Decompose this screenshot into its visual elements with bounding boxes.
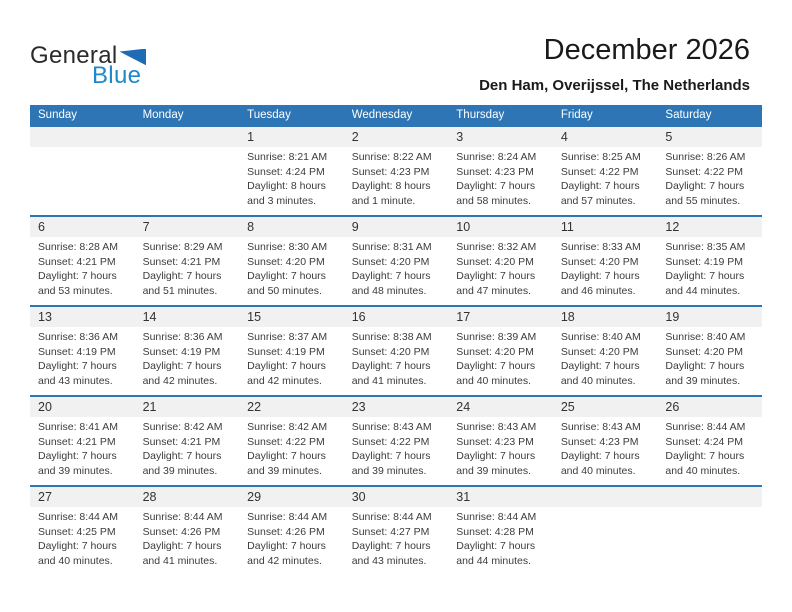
day-cell-empty [30, 127, 135, 215]
sunset-text: Sunset: 4:26 PM [247, 525, 325, 538]
logo-text-general: General [30, 42, 118, 69]
day-info [553, 327, 658, 388]
daylight-text-line1: Daylight: 7 hours [142, 540, 222, 552]
day-cell [448, 217, 553, 305]
day-number: 15 [239, 307, 344, 327]
weekday-header-wednesday: Wednesday [351, 109, 413, 121]
sunset-text: Sunset: 4:24 PM [665, 435, 744, 448]
day-info [30, 237, 135, 298]
day-info [135, 327, 240, 388]
sunrise-text: Sunrise: 8:43 AM [456, 421, 537, 433]
day-cell-empty [657, 487, 762, 575]
day-number: 20 [30, 397, 135, 417]
daylight-text-line1: Daylight: 7 hours [142, 450, 222, 462]
day-info [448, 237, 553, 298]
daylight-text-line2: and 39 minutes. [665, 374, 741, 387]
weekday-header-sunday: Sunday [38, 109, 78, 121]
sunset-text: Sunset: 4:20 PM [560, 255, 639, 268]
sunrise-text: Sunrise: 8:43 AM [351, 421, 432, 433]
sunset-text: Sunset: 4:26 PM [142, 525, 221, 538]
day-cell [553, 397, 658, 485]
sunset-text: Sunset: 4:23 PM [456, 435, 534, 448]
daylight-text-line1: Daylight: 7 hours [247, 270, 326, 282]
day-cell [239, 217, 344, 305]
sunrise-text: Sunrise: 8:24 AM [456, 151, 537, 163]
day-info [344, 237, 449, 298]
daylight-text-line1: Daylight: 7 hours [560, 180, 640, 192]
daylight-text-line2: and 39 minutes. [351, 464, 427, 477]
day-info [448, 147, 553, 208]
day-number: 18 [553, 307, 658, 327]
sunset-text: Sunset: 4:27 PM [351, 525, 430, 538]
sunset-text: Sunset: 4:20 PM [351, 345, 430, 358]
logo-text-blue: Blue [92, 62, 142, 89]
week-row [30, 125, 762, 215]
daylight-text-line1: Daylight: 7 hours [665, 450, 745, 462]
sunrise-text: Sunrise: 8:28 AM [38, 241, 118, 253]
daylight-text-line1: Daylight: 7 hours [665, 180, 745, 192]
day-info [553, 147, 658, 208]
daylight-text-line2: and 46 minutes. [560, 284, 636, 297]
calendar-table [30, 105, 762, 575]
day-info [448, 327, 553, 388]
daylight-text-line1: Daylight: 7 hours [38, 540, 117, 552]
day-info [657, 417, 762, 478]
sunrise-text: Sunrise: 8:22 AM [351, 151, 432, 163]
sunset-text: Sunset: 4:21 PM [142, 435, 221, 448]
daylight-text-line2: and 39 minutes. [142, 464, 218, 477]
day-cell [135, 307, 240, 395]
daylight-text-line2: and 44 minutes. [665, 284, 741, 297]
daylight-text-line2: and 40 minutes. [560, 374, 636, 387]
daylight-text-line1: Daylight: 7 hours [560, 270, 640, 282]
day-number: 29 [239, 487, 344, 507]
day-cell [30, 217, 135, 305]
sunset-text: Sunset: 4:19 PM [142, 345, 221, 358]
daylight-text-line2: and 40 minutes. [560, 464, 636, 477]
daylight-text-line2: and 50 minutes. [247, 284, 322, 297]
sunrise-text: Sunrise: 8:44 AM [38, 511, 118, 523]
day-info [657, 327, 762, 388]
weekday-header-thursday: Thursday [456, 109, 505, 121]
day-info [239, 237, 344, 298]
weekday-header-row [30, 105, 762, 125]
day-info [448, 507, 553, 568]
day-number: 9 [344, 217, 449, 237]
week-row [30, 485, 762, 575]
sunrise-text: Sunrise: 8:21 AM [247, 151, 328, 163]
sunrise-text: Sunrise: 8:32 AM [456, 241, 537, 253]
sunrise-text: Sunrise: 8:44 AM [351, 511, 432, 523]
day-number: 23 [344, 397, 449, 417]
sunset-text: Sunset: 4:23 PM [351, 165, 430, 178]
daylight-text-line1: Daylight: 7 hours [351, 360, 431, 372]
daylight-text-line1: Daylight: 7 hours [351, 270, 431, 282]
day-number: 27 [30, 487, 135, 507]
day-number: 12 [657, 217, 762, 237]
day-cell [344, 487, 449, 575]
day-number: 31 [448, 487, 553, 507]
daylight-text-line1: Daylight: 7 hours [142, 360, 222, 372]
daylight-text-line2: and 47 minutes. [456, 284, 531, 297]
sunrise-text: Sunrise: 8:36 AM [38, 331, 118, 343]
day-number: 1 [239, 127, 344, 147]
sunset-text: Sunset: 4:19 PM [38, 345, 116, 358]
sunrise-text: Sunrise: 8:25 AM [560, 151, 641, 163]
sunset-text: Sunset: 4:20 PM [351, 255, 430, 268]
day-cell [30, 397, 135, 485]
daylight-text-line1: Daylight: 7 hours [351, 540, 431, 552]
daylight-text-line2: and 40 minutes. [665, 464, 741, 477]
week-row [30, 305, 762, 395]
sunrise-text: Sunrise: 8:36 AM [142, 331, 223, 343]
day-info [344, 147, 449, 208]
day-cell [448, 397, 553, 485]
day-info [344, 507, 449, 568]
daylight-text-line2: and 43 minutes. [38, 374, 113, 387]
sunset-text: Sunset: 4:20 PM [456, 345, 534, 358]
daylight-text-line2: and 51 minutes. [142, 284, 218, 297]
daylight-text-line1: Daylight: 8 hours [351, 180, 431, 192]
sunrise-text: Sunrise: 8:35 AM [665, 241, 746, 253]
sunrise-text: Sunrise: 8:44 AM [247, 511, 328, 523]
day-cell [30, 307, 135, 395]
weekday-header-friday: Friday [560, 109, 593, 121]
day-number [30, 127, 135, 147]
day-number: 21 [135, 397, 240, 417]
sunrise-text: Sunrise: 8:37 AM [247, 331, 328, 343]
day-cell [448, 487, 553, 575]
daylight-text-line1: Daylight: 7 hours [560, 360, 640, 372]
sunrise-text: Sunrise: 8:38 AM [351, 331, 432, 343]
day-number: 26 [657, 397, 762, 417]
day-cell [239, 397, 344, 485]
sunrise-text: Sunrise: 8:40 AM [665, 331, 746, 343]
daylight-text-line1: Daylight: 7 hours [456, 450, 536, 462]
sunrise-text: Sunrise: 8:30 AM [247, 241, 328, 253]
day-cell-empty [135, 127, 240, 215]
sunset-text: Sunset: 4:20 PM [560, 345, 639, 358]
daylight-text-line1: Daylight: 7 hours [456, 540, 536, 552]
week-row [30, 215, 762, 305]
day-number: 24 [448, 397, 553, 417]
day-number: 19 [657, 307, 762, 327]
daylight-text-line1: Daylight: 7 hours [38, 270, 117, 282]
title-block [479, 34, 750, 94]
daylight-text-line2: and 48 minutes. [351, 284, 427, 297]
sunset-text: Sunset: 4:20 PM [456, 255, 534, 268]
day-number: 8 [239, 217, 344, 237]
sunset-text: Sunset: 4:22 PM [665, 165, 744, 178]
general-blue-logo [30, 42, 146, 90]
sunrise-text: Sunrise: 8:26 AM [665, 151, 746, 163]
sunrise-text: Sunrise: 8:43 AM [560, 421, 641, 433]
sunset-text: Sunset: 4:21 PM [38, 435, 116, 448]
day-number: 2 [344, 127, 449, 147]
day-cell [239, 487, 344, 575]
day-cell [553, 307, 658, 395]
day-cell [448, 127, 553, 215]
daylight-text-line1: Daylight: 7 hours [38, 450, 117, 462]
daylight-text-line2: and 41 minutes. [351, 374, 427, 387]
weekday-header-saturday: Saturday [665, 109, 712, 121]
sunrise-text: Sunrise: 8:39 AM [456, 331, 537, 343]
daylight-text-line2: and 39 minutes. [247, 464, 322, 477]
day-number: 13 [30, 307, 135, 327]
day-info [239, 327, 344, 388]
sunset-text: Sunset: 4:20 PM [247, 255, 325, 268]
daylight-text-line1: Daylight: 8 hours [247, 180, 326, 192]
daylight-text-line1: Daylight: 7 hours [351, 450, 431, 462]
daylight-text-line2: and 1 minute. [351, 194, 416, 207]
daylight-text-line1: Daylight: 7 hours [665, 360, 745, 372]
daylight-text-line1: Daylight: 7 hours [247, 360, 326, 372]
day-cell [657, 127, 762, 215]
sunrise-text: Sunrise: 8:42 AM [247, 421, 328, 433]
daylight-text-line1: Daylight: 7 hours [456, 270, 536, 282]
weekday-header-monday: Monday [142, 109, 184, 121]
day-cell [135, 487, 240, 575]
sunrise-text: Sunrise: 8:29 AM [142, 241, 223, 253]
day-number: 25 [553, 397, 658, 417]
day-info [553, 417, 658, 478]
day-number: 28 [135, 487, 240, 507]
sunset-text: Sunset: 4:21 PM [142, 255, 221, 268]
sunrise-text: Sunrise: 8:31 AM [351, 241, 432, 253]
weekday-header-tuesday: Tuesday [247, 109, 291, 121]
sunset-text: Sunset: 4:24 PM [247, 165, 325, 178]
sunset-text: Sunset: 4:23 PM [560, 435, 639, 448]
sunrise-text: Sunrise: 8:44 AM [665, 421, 746, 433]
daylight-text-line2: and 39 minutes. [456, 464, 531, 477]
daylight-text-line2: and 53 minutes. [38, 284, 113, 297]
daylight-text-line1: Daylight: 7 hours [247, 450, 326, 462]
daylight-text-line2: and 41 minutes. [142, 554, 218, 567]
day-info [135, 417, 240, 478]
day-info [448, 417, 553, 478]
daylight-text-line2: and 3 minutes. [247, 194, 317, 207]
day-number: 6 [30, 217, 135, 237]
sunset-text: Sunset: 4:22 PM [351, 435, 430, 448]
daylight-text-line1: Daylight: 7 hours [456, 360, 536, 372]
daylight-text-line1: Daylight: 7 hours [560, 450, 640, 462]
day-info [239, 147, 344, 208]
day-info [135, 237, 240, 298]
daylight-text-line1: Daylight: 7 hours [38, 360, 117, 372]
daylight-text-line2: and 42 minutes. [142, 374, 218, 387]
daylight-text-line1: Daylight: 7 hours [665, 270, 745, 282]
day-cell [448, 307, 553, 395]
day-number: 11 [553, 217, 658, 237]
day-info [239, 507, 344, 568]
sunset-text: Sunset: 4:21 PM [38, 255, 116, 268]
day-cell [344, 397, 449, 485]
calendar-weeks [30, 125, 762, 575]
daylight-text-line2: and 40 minutes. [38, 554, 113, 567]
day-number: 30 [344, 487, 449, 507]
day-number: 22 [239, 397, 344, 417]
daylight-text-line1: Daylight: 7 hours [142, 270, 222, 282]
sunrise-text: Sunrise: 8:41 AM [38, 421, 118, 433]
sunrise-text: Sunrise: 8:33 AM [560, 241, 641, 253]
day-info [135, 507, 240, 568]
day-number: 17 [448, 307, 553, 327]
day-cell [344, 217, 449, 305]
sunset-text: Sunset: 4:23 PM [456, 165, 534, 178]
day-number: 7 [135, 217, 240, 237]
daylight-text-line2: and 58 minutes. [456, 194, 531, 207]
day-cell [657, 397, 762, 485]
sunrise-text: Sunrise: 8:44 AM [456, 511, 537, 523]
sunset-text: Sunset: 4:28 PM [456, 525, 534, 538]
day-info [553, 237, 658, 298]
day-number: 3 [448, 127, 553, 147]
day-info [30, 507, 135, 568]
sunset-text: Sunset: 4:20 PM [665, 345, 744, 358]
day-cell [239, 127, 344, 215]
day-cell [553, 127, 658, 215]
daylight-text-line2: and 39 minutes. [38, 464, 113, 477]
day-cell [30, 487, 135, 575]
sunset-text: Sunset: 4:19 PM [665, 255, 744, 268]
day-number [135, 127, 240, 147]
sunrise-text: Sunrise: 8:42 AM [142, 421, 223, 433]
day-cell [239, 307, 344, 395]
sunset-text: Sunset: 4:19 PM [247, 345, 325, 358]
location-subtitle: Den Ham, Overijssel, The Netherlands [479, 77, 750, 94]
day-info [344, 327, 449, 388]
day-info [30, 327, 135, 388]
sunrise-text: Sunrise: 8:44 AM [142, 511, 223, 523]
day-cell [135, 217, 240, 305]
day-number: 14 [135, 307, 240, 327]
page-title: December 2026 [543, 34, 750, 66]
day-info [239, 417, 344, 478]
sunrise-text: Sunrise: 8:40 AM [560, 331, 641, 343]
day-cell [344, 127, 449, 215]
daylight-text-line2: and 55 minutes. [665, 194, 741, 207]
day-number: 10 [448, 217, 553, 237]
daylight-text-line2: and 42 minutes. [247, 554, 322, 567]
day-number: 5 [657, 127, 762, 147]
day-info [657, 147, 762, 208]
sunset-text: Sunset: 4:22 PM [560, 165, 639, 178]
day-number: 4 [553, 127, 658, 147]
daylight-text-line1: Daylight: 7 hours [456, 180, 536, 192]
daylight-text-line2: and 43 minutes. [351, 554, 427, 567]
day-cell-empty [553, 487, 658, 575]
day-cell [657, 217, 762, 305]
day-number [553, 487, 658, 507]
day-number [657, 487, 762, 507]
day-info [30, 417, 135, 478]
day-info [657, 237, 762, 298]
daylight-text-line1: Daylight: 7 hours [247, 540, 326, 552]
daylight-text-line2: and 44 minutes. [456, 554, 531, 567]
day-cell [344, 307, 449, 395]
day-cell [553, 217, 658, 305]
sunset-text: Sunset: 4:22 PM [247, 435, 325, 448]
day-info [344, 417, 449, 478]
day-cell [135, 397, 240, 485]
sunset-text: Sunset: 4:25 PM [38, 525, 116, 538]
week-row [30, 395, 762, 485]
daylight-text-line2: and 57 minutes. [560, 194, 636, 207]
daylight-text-line2: and 40 minutes. [456, 374, 531, 387]
daylight-text-line2: and 42 minutes. [247, 374, 322, 387]
day-cell [657, 307, 762, 395]
day-number: 16 [344, 307, 449, 327]
